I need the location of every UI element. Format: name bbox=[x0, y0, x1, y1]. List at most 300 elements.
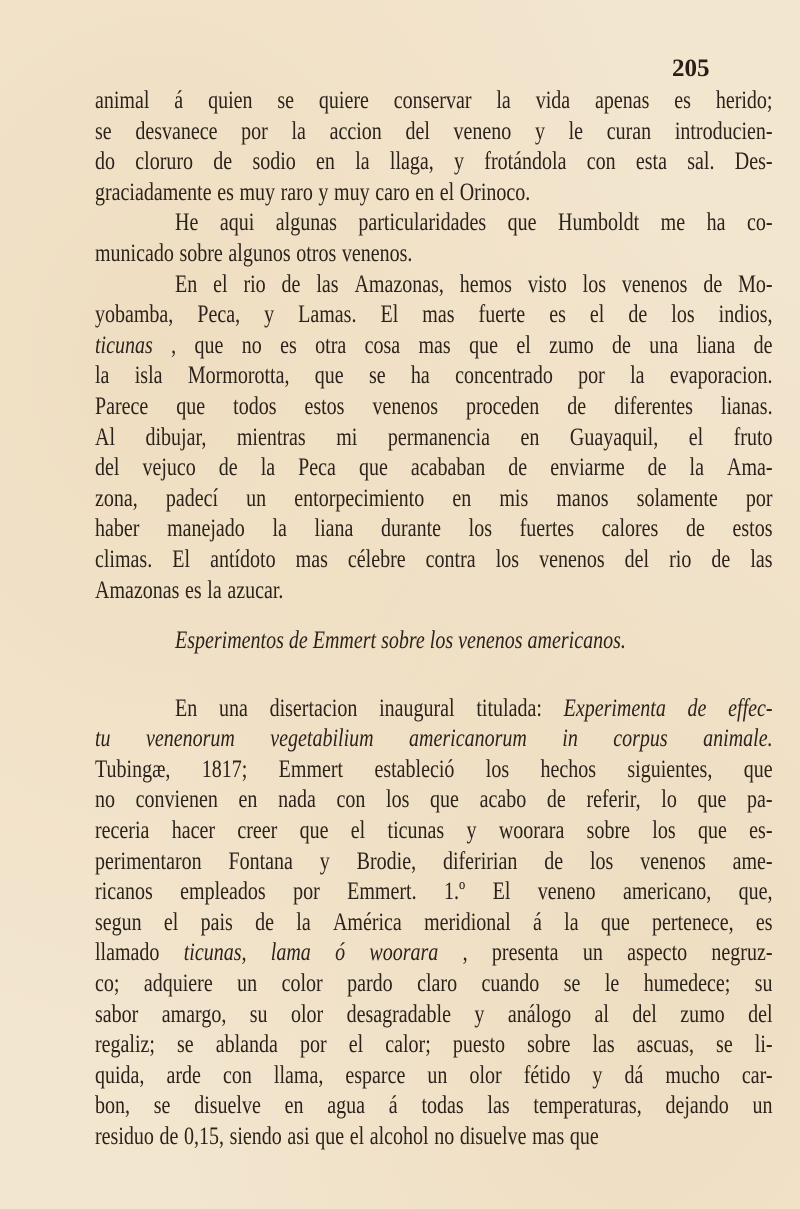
word: creer bbox=[237, 817, 278, 845]
word: la bbox=[95, 362, 110, 390]
word: el bbox=[163, 908, 179, 936]
word: Orinoco. bbox=[459, 178, 531, 206]
word: En bbox=[175, 694, 198, 722]
word: la bbox=[207, 576, 222, 604]
word: el bbox=[349, 1123, 365, 1150]
text-line bbox=[95, 1000, 773, 1031]
word: aspecto bbox=[627, 939, 688, 967]
text-line bbox=[95, 877, 773, 908]
word: de bbox=[159, 1123, 179, 1150]
text-line bbox=[95, 1061, 773, 1092]
word: Fontana bbox=[228, 847, 293, 875]
italic-word: woorara bbox=[369, 939, 439, 967]
text-line bbox=[95, 147, 773, 178]
word: los bbox=[652, 817, 676, 845]
word: que bbox=[507, 209, 537, 237]
word: arde bbox=[166, 1061, 201, 1089]
italic-word: corpus bbox=[613, 725, 668, 753]
word: siendo bbox=[229, 1123, 282, 1150]
text-line bbox=[95, 361, 773, 392]
word: , bbox=[462, 939, 468, 967]
word: con bbox=[222, 1061, 252, 1089]
word: visto bbox=[527, 270, 567, 298]
word: la bbox=[689, 454, 704, 482]
word: enviarme bbox=[550, 454, 625, 482]
word: por bbox=[241, 117, 268, 145]
word: color bbox=[281, 970, 323, 998]
word: que bbox=[430, 786, 459, 814]
word: amargo, bbox=[161, 1000, 227, 1028]
word: los bbox=[495, 545, 520, 573]
word: el bbox=[589, 301, 605, 329]
italic-word: Experimenta bbox=[563, 694, 666, 722]
word: co- bbox=[747, 209, 773, 237]
word: el bbox=[439, 178, 455, 206]
word: que bbox=[743, 755, 773, 783]
word: venenos bbox=[539, 545, 605, 573]
word: manos bbox=[556, 484, 609, 512]
word: vida bbox=[535, 87, 571, 114]
word: puesto bbox=[452, 1031, 506, 1059]
text-line bbox=[95, 1030, 773, 1061]
word: Tubingæ, bbox=[95, 755, 171, 783]
word: de bbox=[628, 301, 648, 329]
italic-word: venenorum bbox=[146, 725, 235, 753]
word: calor; bbox=[385, 1031, 431, 1059]
word: las bbox=[592, 1031, 615, 1059]
word: que bbox=[315, 1123, 345, 1150]
word: de bbox=[544, 847, 564, 875]
word: célebre bbox=[347, 545, 406, 573]
word: de bbox=[647, 454, 667, 482]
word: una bbox=[649, 331, 679, 359]
word: convienen bbox=[135, 786, 218, 814]
word: Des- bbox=[734, 148, 773, 176]
word: quien bbox=[208, 87, 253, 114]
word: cosa bbox=[364, 331, 401, 359]
word: por bbox=[578, 362, 605, 390]
word: pais bbox=[200, 908, 233, 936]
word: de bbox=[711, 545, 731, 573]
word: adquiere bbox=[143, 970, 213, 998]
word: de bbox=[508, 454, 528, 482]
word: de bbox=[546, 786, 566, 814]
word: algunas bbox=[275, 209, 337, 237]
word: cuando bbox=[481, 970, 540, 998]
word: titulada: bbox=[476, 694, 542, 722]
word: ascuas, bbox=[636, 1031, 694, 1059]
word: haber bbox=[95, 515, 140, 543]
word: yobamba, bbox=[95, 301, 174, 329]
word: climas. bbox=[95, 545, 153, 573]
word: y bbox=[264, 301, 275, 329]
word: perimentaron bbox=[95, 847, 202, 875]
word: un bbox=[427, 1061, 448, 1089]
word: 1.º bbox=[443, 878, 466, 906]
word: que bbox=[358, 454, 388, 482]
word: Ama- bbox=[727, 454, 773, 482]
word: azucar. bbox=[227, 576, 284, 604]
text-line bbox=[95, 816, 773, 847]
word: calores bbox=[601, 515, 659, 543]
word: en bbox=[238, 786, 258, 814]
word: y bbox=[319, 847, 330, 875]
word: venenos. bbox=[341, 239, 413, 267]
word: padecí bbox=[165, 484, 219, 512]
word: olor bbox=[290, 1000, 324, 1028]
word: co; bbox=[95, 970, 120, 998]
word: curan bbox=[606, 117, 652, 145]
word: en bbox=[520, 423, 540, 451]
text-line bbox=[95, 423, 773, 454]
word: ricanos bbox=[95, 878, 153, 906]
word: esta bbox=[635, 148, 667, 176]
word: mis bbox=[499, 484, 529, 512]
word: las bbox=[487, 1092, 510, 1120]
italic-word: ó bbox=[335, 939, 346, 967]
word: mas bbox=[295, 545, 328, 573]
word: contra bbox=[425, 545, 476, 573]
word: animal bbox=[95, 87, 150, 114]
word: durante bbox=[381, 515, 442, 543]
text-line bbox=[95, 1091, 773, 1122]
word: Emmert. bbox=[347, 878, 417, 906]
word: América bbox=[332, 908, 402, 936]
word: es bbox=[217, 178, 234, 206]
word: sodio bbox=[252, 148, 296, 176]
word: con bbox=[336, 786, 366, 814]
word: mientras bbox=[236, 423, 306, 451]
word: meridional bbox=[424, 908, 511, 936]
word: ablanda bbox=[215, 1031, 278, 1059]
word: algunos bbox=[228, 239, 291, 267]
word: en bbox=[452, 484, 472, 512]
word: municado bbox=[95, 239, 174, 267]
word: mucho bbox=[665, 1061, 720, 1089]
text-line bbox=[95, 694, 773, 725]
word: que, bbox=[738, 878, 773, 906]
word: En bbox=[175, 270, 198, 298]
word: Lamas. bbox=[298, 301, 357, 329]
word: su bbox=[754, 970, 773, 998]
word: estableció bbox=[374, 755, 455, 783]
word: Al bbox=[95, 423, 115, 451]
word: un bbox=[246, 484, 267, 512]
text-line bbox=[95, 847, 773, 878]
word: evaporacion. bbox=[669, 362, 773, 390]
word: solamente bbox=[636, 484, 718, 512]
word: no bbox=[95, 786, 115, 814]
word: vejuco bbox=[142, 454, 196, 482]
word: al bbox=[594, 1000, 609, 1028]
word: los bbox=[468, 515, 492, 543]
word: Humboldt bbox=[558, 209, 640, 237]
word: pardo bbox=[347, 970, 393, 998]
word: hemos bbox=[459, 270, 512, 298]
word: las bbox=[750, 545, 773, 573]
word: los bbox=[671, 301, 695, 329]
text-line bbox=[95, 1122, 773, 1153]
word: El bbox=[380, 301, 399, 329]
word: accion bbox=[329, 117, 382, 145]
word: otros bbox=[296, 239, 337, 267]
word: residuo bbox=[95, 1123, 154, 1150]
word: es bbox=[674, 87, 691, 114]
word: nada bbox=[278, 786, 316, 814]
word: lianas. bbox=[720, 392, 773, 420]
text-line bbox=[95, 484, 773, 515]
word: agua bbox=[327, 1092, 366, 1120]
word: mas bbox=[418, 331, 451, 359]
word: que bbox=[697, 786, 727, 814]
word: alcohol bbox=[369, 1123, 429, 1150]
word: le bbox=[604, 970, 620, 998]
page-body bbox=[95, 86, 773, 1153]
word: á bbox=[532, 908, 542, 936]
word: fétido bbox=[523, 1061, 571, 1089]
word: frotándola bbox=[484, 148, 567, 176]
word: la bbox=[630, 362, 645, 390]
word: bon, bbox=[95, 1092, 130, 1120]
italic-word: animale. bbox=[703, 725, 773, 753]
text-line bbox=[95, 239, 773, 270]
word: por bbox=[745, 484, 773, 512]
text-line bbox=[95, 785, 773, 816]
word: fuerte bbox=[478, 301, 526, 329]
word: raro bbox=[280, 178, 313, 206]
text-line bbox=[95, 969, 773, 1000]
word: quida, bbox=[95, 1061, 145, 1089]
word: rio bbox=[669, 545, 692, 573]
word: quiere bbox=[318, 87, 369, 114]
italic-word: ticunas bbox=[95, 331, 153, 359]
word: cloruro bbox=[135, 148, 194, 176]
word: entorpecimiento bbox=[294, 484, 425, 512]
word: concentrado bbox=[455, 362, 553, 390]
word: empleados bbox=[180, 878, 266, 906]
paragraph bbox=[95, 270, 773, 607]
word: la bbox=[260, 454, 276, 482]
word: le bbox=[568, 117, 584, 145]
word: por bbox=[293, 878, 320, 906]
word: Emmert bbox=[278, 755, 344, 783]
word: He bbox=[175, 209, 199, 237]
word: acabo bbox=[479, 786, 527, 814]
word: presenta bbox=[491, 939, 559, 967]
paragraph bbox=[95, 86, 773, 208]
word: El bbox=[172, 545, 191, 573]
word: introducien- bbox=[674, 117, 773, 145]
word: zona, bbox=[95, 484, 138, 512]
text-line bbox=[95, 576, 773, 607]
word: es bbox=[549, 301, 566, 329]
word: del bbox=[405, 117, 430, 145]
word: humedece; bbox=[643, 970, 731, 998]
word: referir, bbox=[586, 786, 641, 814]
word: no bbox=[434, 1123, 455, 1150]
word: receria bbox=[95, 817, 150, 845]
word: dibujar, bbox=[145, 423, 207, 451]
word: liana bbox=[314, 515, 354, 543]
italic-word: effec- bbox=[728, 694, 773, 722]
word: li- bbox=[754, 1031, 773, 1059]
word: liana bbox=[696, 331, 736, 359]
word: lo bbox=[661, 786, 677, 814]
word: Amazonas bbox=[95, 576, 180, 604]
word: la bbox=[564, 908, 579, 936]
word: de bbox=[281, 270, 301, 298]
word: los bbox=[485, 755, 510, 783]
word: dejando bbox=[665, 1092, 729, 1120]
word: todos bbox=[233, 392, 277, 420]
text-line bbox=[95, 392, 773, 423]
word: segun bbox=[95, 908, 142, 936]
word: El bbox=[492, 878, 511, 906]
word: 1817; bbox=[201, 755, 248, 783]
word: conservar bbox=[393, 87, 472, 114]
word: y bbox=[534, 117, 545, 145]
word: en bbox=[316, 148, 335, 176]
word: por bbox=[300, 1031, 327, 1059]
word: los bbox=[589, 847, 614, 875]
word: que bbox=[600, 908, 630, 936]
word: sobre bbox=[586, 817, 630, 845]
word: inaugural bbox=[379, 694, 455, 722]
word: llaga, bbox=[389, 148, 434, 176]
word: disertacion bbox=[269, 694, 358, 722]
text-line bbox=[95, 545, 773, 576]
word: su bbox=[249, 1000, 268, 1028]
word: es bbox=[755, 908, 773, 936]
word: se bbox=[716, 1031, 733, 1059]
word: de bbox=[685, 515, 705, 543]
word: apenas bbox=[595, 87, 650, 114]
word: que bbox=[569, 1123, 599, 1150]
word: de bbox=[753, 331, 773, 359]
word: la bbox=[272, 515, 287, 543]
word: muy bbox=[334, 178, 370, 206]
word: diferirian bbox=[442, 847, 518, 875]
word: negruz- bbox=[711, 939, 773, 967]
italic-word: tu bbox=[95, 725, 111, 753]
word: sobre bbox=[179, 239, 223, 267]
text-line bbox=[95, 724, 773, 755]
word: permanencia bbox=[387, 423, 491, 451]
italic-word: americanorum bbox=[409, 725, 527, 753]
word: de bbox=[611, 331, 631, 359]
word: veneno bbox=[537, 878, 596, 906]
word: los bbox=[386, 786, 410, 814]
word: ha bbox=[706, 209, 726, 237]
word: una bbox=[218, 694, 248, 722]
word: rio bbox=[243, 270, 266, 298]
section-heading: Esperimentos de Emmert sobre los venenos americanos. bbox=[175, 627, 626, 655]
word: acababan bbox=[410, 454, 486, 482]
word: estos bbox=[732, 515, 773, 543]
word: del bbox=[748, 1000, 773, 1028]
word: llamado bbox=[95, 939, 160, 967]
word: siguientes, bbox=[627, 755, 713, 783]
word: los bbox=[582, 270, 606, 298]
word: dá bbox=[624, 1061, 644, 1089]
word: en bbox=[284, 1092, 304, 1120]
word: se bbox=[153, 1092, 171, 1120]
word: 0,15, bbox=[183, 1123, 224, 1150]
word: del bbox=[624, 545, 650, 573]
word: el bbox=[516, 331, 531, 359]
paragraph bbox=[95, 208, 773, 269]
word: y bbox=[318, 178, 329, 206]
word: desagradable bbox=[346, 1000, 451, 1028]
word: hacer bbox=[171, 817, 215, 845]
word: ha bbox=[410, 362, 430, 390]
word: desvanece bbox=[135, 117, 218, 145]
word: un bbox=[752, 1092, 773, 1120]
word: woorara bbox=[498, 817, 565, 845]
word: regaliz; bbox=[95, 1031, 155, 1059]
italic-word: in bbox=[562, 725, 578, 753]
word: ame- bbox=[732, 847, 773, 875]
word: disuelve bbox=[194, 1092, 261, 1120]
word: estos bbox=[304, 392, 345, 420]
word: americano, bbox=[622, 878, 712, 906]
word: que bbox=[697, 817, 727, 845]
word: pertenece, bbox=[651, 908, 734, 936]
text-line bbox=[95, 86, 773, 117]
word: de bbox=[213, 148, 233, 176]
word: graciadamente bbox=[95, 178, 212, 206]
word: venenos bbox=[640, 847, 706, 875]
text-line bbox=[95, 453, 773, 484]
text-line bbox=[95, 270, 773, 301]
word: disuelve bbox=[459, 1123, 527, 1150]
word: pa- bbox=[747, 786, 773, 814]
word: en bbox=[415, 178, 435, 206]
word: que bbox=[314, 362, 344, 390]
word: de bbox=[567, 392, 587, 420]
italic-word: ticunas, bbox=[183, 939, 247, 967]
word: el bbox=[688, 423, 704, 451]
word: se bbox=[277, 87, 295, 114]
word: Guayaquil, bbox=[569, 423, 659, 451]
word: Brodie, bbox=[356, 847, 417, 875]
word: Mormorotta, bbox=[187, 362, 290, 390]
word: fruto bbox=[733, 423, 773, 451]
word: se bbox=[177, 1031, 194, 1059]
word: mas bbox=[532, 1123, 565, 1150]
word: particularidades bbox=[358, 209, 487, 237]
word: que bbox=[194, 331, 224, 359]
word: herido; bbox=[715, 87, 773, 114]
word: de bbox=[218, 454, 238, 482]
word: asi bbox=[287, 1123, 310, 1150]
page-number: 205 bbox=[672, 55, 710, 82]
word: caro bbox=[375, 178, 410, 206]
word: y bbox=[466, 817, 477, 845]
word: y bbox=[454, 148, 465, 176]
word: se bbox=[368, 362, 386, 390]
word: isla bbox=[134, 362, 163, 390]
word: claro bbox=[417, 970, 458, 998]
word: y bbox=[474, 1000, 485, 1028]
word: la bbox=[355, 148, 370, 176]
paragraph bbox=[95, 694, 773, 1153]
word: fuertes bbox=[519, 515, 575, 543]
text-line bbox=[95, 331, 773, 362]
word: se bbox=[563, 970, 581, 998]
word: venenos bbox=[372, 392, 438, 420]
word: la bbox=[296, 908, 311, 936]
